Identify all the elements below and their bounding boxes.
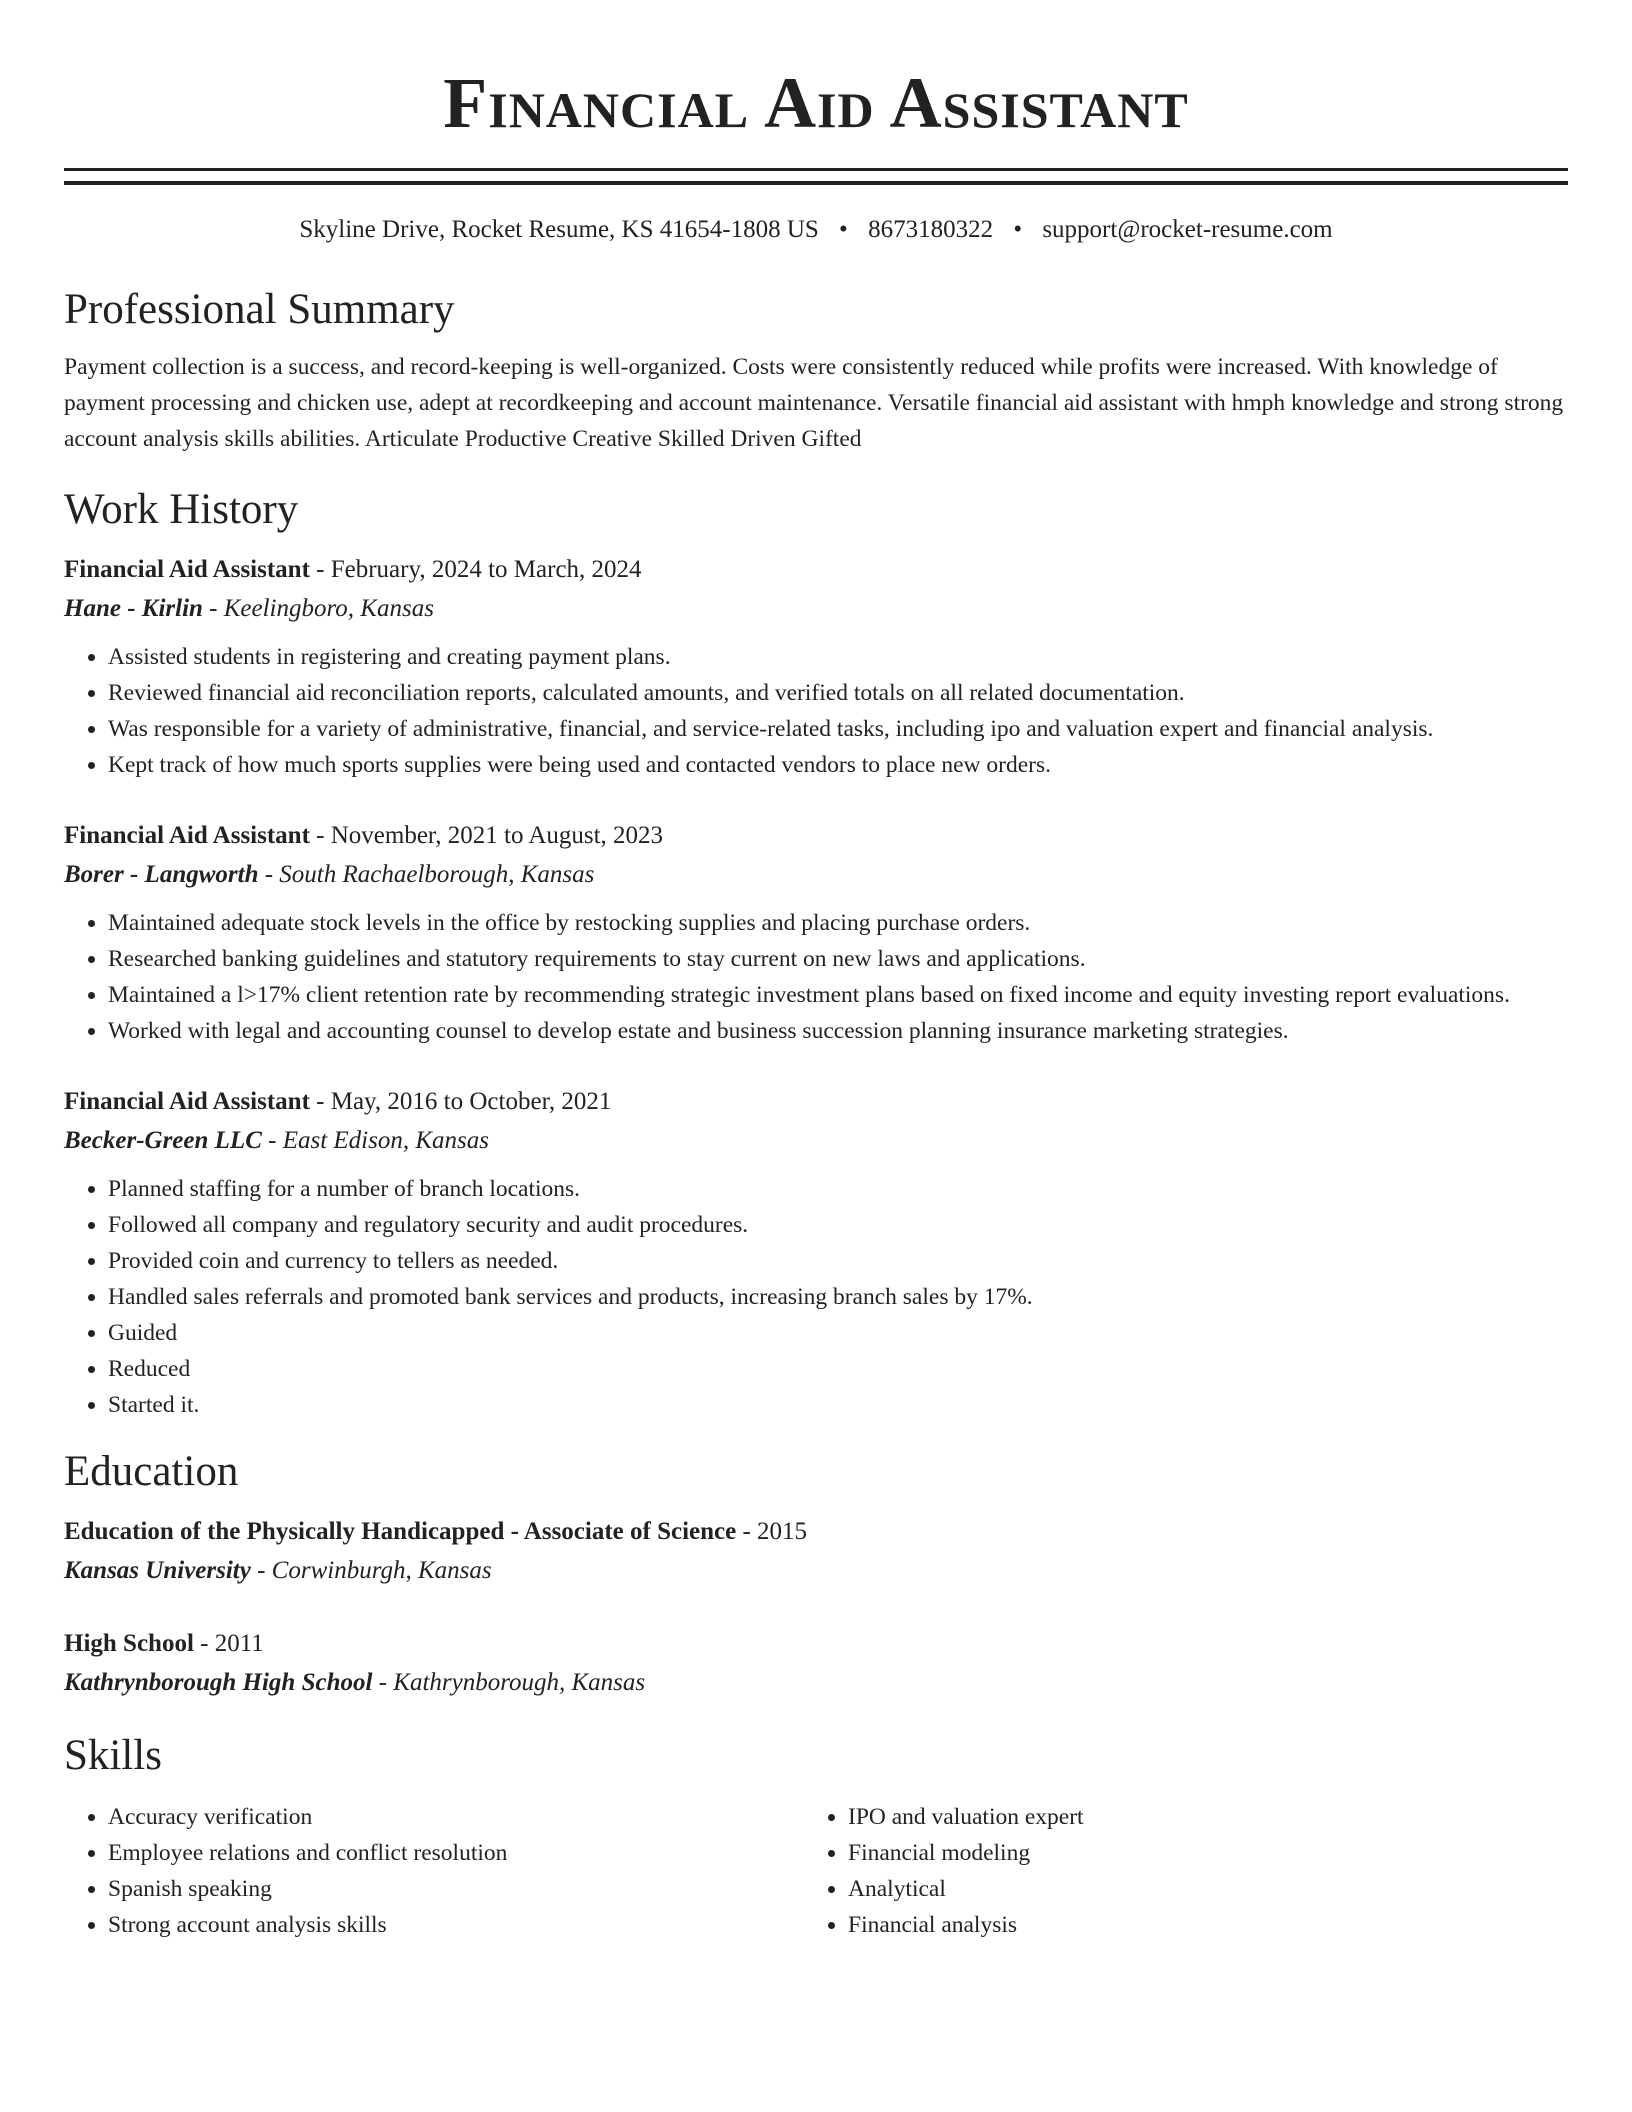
job-dates: - May, 2016 to October, 2021 (309, 1088, 612, 1115)
job-title: Financial Aid Assistant (64, 556, 310, 583)
skills-list-left (64, 1799, 804, 1943)
list-item: • Employee relations and conflict resolution (108, 1835, 804, 1871)
education-school: Kathrynborough High School (64, 1669, 373, 1696)
list-item: • Kept track of how much sports supplies were being used and contacted vendors to place new orders. (108, 747, 1568, 783)
contact-separator: • (839, 216, 848, 243)
job-company-line (64, 589, 1568, 629)
contact-line (64, 215, 1568, 245)
list-item: • Was responsible for a variety of administrative, financial, and service-related tasks, including ipo and valuation expert and financial analysis. (108, 711, 1568, 747)
list-item: • Researched banking guidelines and statutory requirements to stay current on new laws and applications. (108, 941, 1568, 977)
education-school: Kansas University (64, 1557, 251, 1584)
list-item: • Followed all company and regulatory security and audit procedures. (108, 1207, 1568, 1243)
job-bullets (64, 1171, 1568, 1423)
education-location: - Corwinburgh, Kansas (250, 1557, 492, 1584)
job-title-line (64, 551, 1568, 589)
summary-text: Payment collection is a success, and record-keeping is well-organized. Costs were consistently reduced while profits were increased. With knowledge of payment processing and chicken use, adept at recordkeeping and account maintenance. Versatile financial aid assistant with hmph knowledge and strong strong account analysis skills abilities. Articulate Productive Creative Skilled Driven Gifted (64, 354, 1564, 452)
section-heading-education: Education (64, 1448, 239, 1495)
skills-list-right (804, 1799, 1568, 1943)
list-item: • Financial analysis (848, 1907, 1568, 1943)
job-company: Becker-Green LLC (64, 1127, 262, 1154)
education-degree: High School (64, 1630, 194, 1657)
education-year: - 2015 (736, 1518, 808, 1545)
list-item: • Spanish speaking (108, 1871, 804, 1907)
education-degree-line (64, 1513, 1568, 1551)
list-item: • Worked with legal and accounting counsel to develop estate and business succession planning insurance marketing strategies. (108, 1013, 1568, 1049)
job-bullets (64, 639, 1568, 783)
job-dates: - November, 2021 to August, 2023 (309, 822, 664, 849)
job-bullets (64, 905, 1568, 1049)
education-year: - 2011 (193, 1630, 264, 1657)
job-title-line (64, 1083, 1568, 1121)
list-item: • Strong account analysis skills (108, 1907, 804, 1943)
job-location: - East Edison, Kansas (261, 1127, 489, 1154)
job-title: Financial Aid Assistant (64, 822, 310, 849)
list-item: • Reduced (108, 1351, 1568, 1387)
resume-name: Financial Aid Assistant (443, 63, 1189, 143)
job-company-line (64, 855, 1568, 895)
list-item: • Handled sales referrals and promoted bank services and products, increasing branch sales by 17%. (108, 1279, 1568, 1315)
contact-email: support@rocket-resume.com (1042, 216, 1333, 243)
skills-columns (64, 1799, 1568, 1943)
contact-address: Skyline Drive, Rocket Resume, KS 41654-1808 US (299, 216, 819, 243)
list-item: • IPO and valuation expert (848, 1799, 1568, 1835)
list-item: • Assisted students in registering and creating payment plans. (108, 639, 1568, 675)
section-heading-work-history: Work History (64, 486, 299, 533)
job-entry (64, 817, 1568, 1049)
list-item: • Accuracy verification (108, 1799, 804, 1835)
contact-phone: 8673180322 (868, 216, 994, 243)
list-item: • Financial modeling (848, 1835, 1568, 1871)
section-heading-summary: Professional Summary (64, 286, 455, 333)
list-item: • Planned staffing for a number of branch locations. (108, 1171, 1568, 1207)
section-heading-skills: Skills (64, 1732, 162, 1779)
job-location: - South Rachaelborough, Kansas (258, 861, 595, 888)
education-degree: Education of the Physically Handicapped - Associate of Science (64, 1518, 737, 1545)
job-location: - Keelingboro, Kansas (202, 595, 434, 622)
job-title: Financial Aid Assistant (64, 1088, 310, 1115)
list-item: • Reviewed financial aid reconciliation reports, calculated amounts, and verified totals on all related documentation. (108, 675, 1568, 711)
list-item: • Provided coin and currency to tellers as needed. (108, 1243, 1568, 1279)
education-school-line (64, 1551, 1568, 1591)
contact-separator: • (1013, 216, 1023, 243)
education-degree-line (64, 1625, 1568, 1663)
list-item: • Analytical (848, 1871, 1568, 1907)
education-entry (64, 1625, 1568, 1703)
education-location: - Kathrynborough, Kansas (372, 1669, 646, 1696)
list-item: • Maintained adequate stock levels in the office by restocking supplies and placing purchase orders. (108, 905, 1568, 941)
education-school-line (64, 1663, 1568, 1703)
list-item: • Started it. (108, 1387, 1568, 1423)
job-company-line (64, 1121, 1568, 1161)
job-title-line (64, 817, 1568, 855)
header-double-rule (64, 168, 1568, 185)
job-entry (64, 1083, 1568, 1423)
list-item: • Guided (108, 1315, 1568, 1351)
education-entry (64, 1513, 1568, 1591)
job-company: Hane - Kirlin (64, 595, 203, 622)
job-dates: - February, 2024 to March, 2024 (309, 556, 642, 583)
list-item: • Maintained a l>17% client retention rate by recommending strategic investment plans based on fixed income and equity investing report evaluations. (108, 977, 1568, 1013)
job-entry (64, 551, 1568, 783)
job-company: Borer - Langworth (64, 861, 259, 888)
